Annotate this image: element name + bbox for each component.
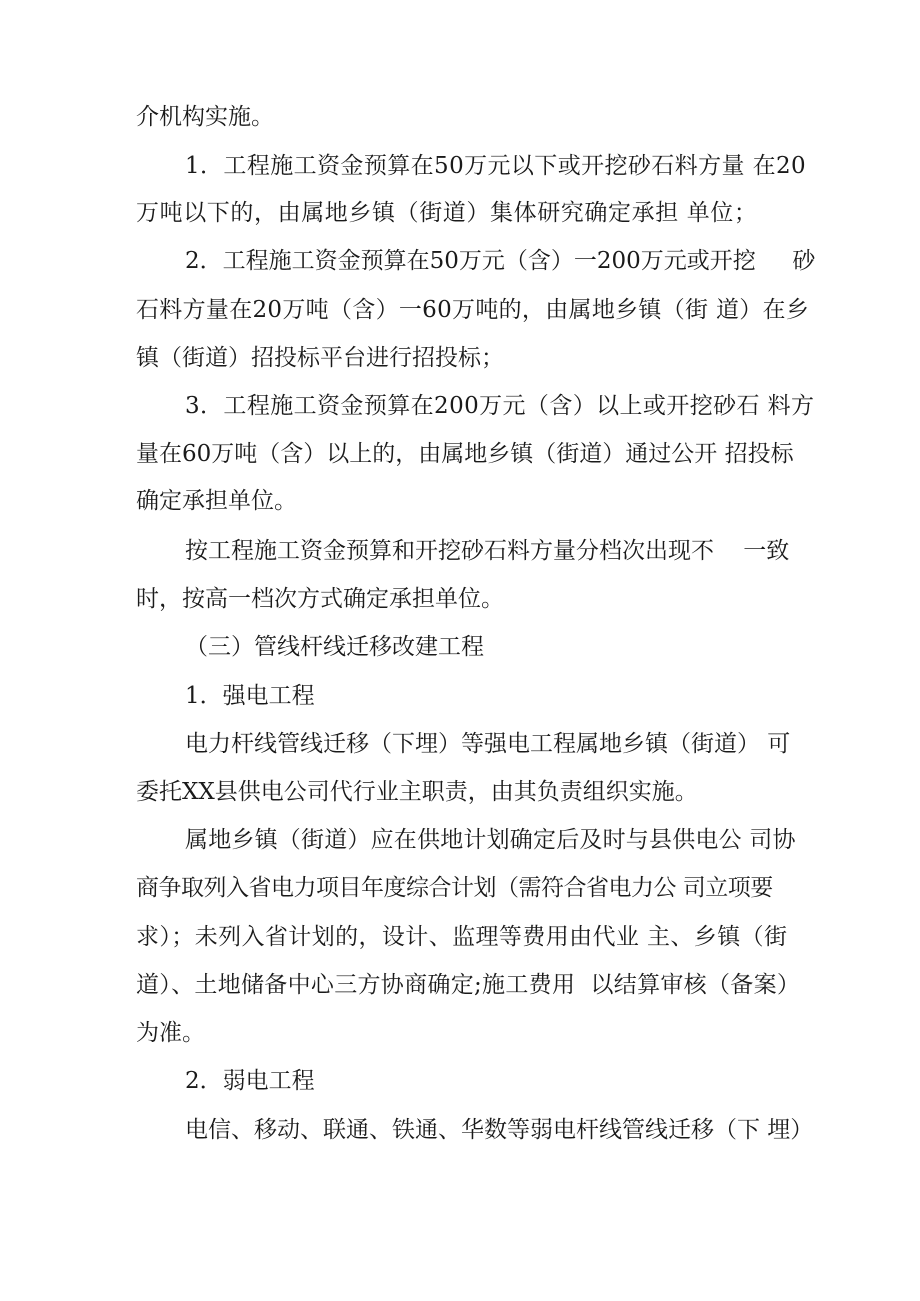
text-line: 介机构实施。 <box>136 104 274 130</box>
text-line: 时，按高一档次方式确定承担单位。 <box>136 586 504 612</box>
text-line: 1．工程施工资金预算在50万元以下或开挖砂石料方量 在20 <box>185 153 807 179</box>
text-line: 委托XX县供电公司代行业主职责，由其负责组织实施。 <box>136 779 698 805</box>
subsection-heading: 1．强电工程 <box>185 683 315 709</box>
text-line: 属地乡镇（街道）应在供地计划确定后及时与县供电公 司协 <box>185 827 796 853</box>
text-line: 道）、土地储备中心三方协商确定;施工费用 以结算审核（备案） <box>136 972 801 998</box>
subsection-heading: 2．弱电工程 <box>185 1068 315 1094</box>
text-line: 按工程施工资金预算和开挖砂石料方量分档次出现不 一致 <box>185 538 790 564</box>
text-line: 求）；未列入省计划的，设计、监理等费用由代业 主、乡镇（街 <box>136 924 788 950</box>
text-line: 2．工程施工资金预算在50万元（含）一200万元或开挖 砂 <box>185 248 816 274</box>
text-line: 电信、移动、联通、铁通、华数等弱电杆线管线迁移（下 埋） <box>185 1117 814 1143</box>
text-line: 镇（街道）招投标平台进行招投标； <box>136 345 504 371</box>
text-line: 量在60万吨（含）以上的，由属地乡镇（街道）通过公开 招投标 <box>136 441 794 467</box>
text-line: 石料方量在20万吨（含）一60万吨的，由属地乡镇（街 道）在乡 <box>136 297 810 323</box>
text-line: 电力杆线管线迁移（下埋）等强电工程属地乡镇（街道） 可 <box>185 731 791 757</box>
text-line: 确定承担单位。 <box>136 488 297 514</box>
text-line: 万吨以下的，由属地乡镇（街道）集体研究确定承担 单位； <box>136 200 758 226</box>
text-line: 为准。 <box>136 1020 205 1046</box>
text-line: 商争取列入省电力项目年度综合计划（需符合省电力公 司立项要 <box>136 875 773 901</box>
section-heading: （三）管线杆线迁移改建工程 <box>185 634 484 660</box>
text-line: 3．工程施工资金预算在200万元（含）以上或开挖砂石 料方 <box>185 393 815 419</box>
